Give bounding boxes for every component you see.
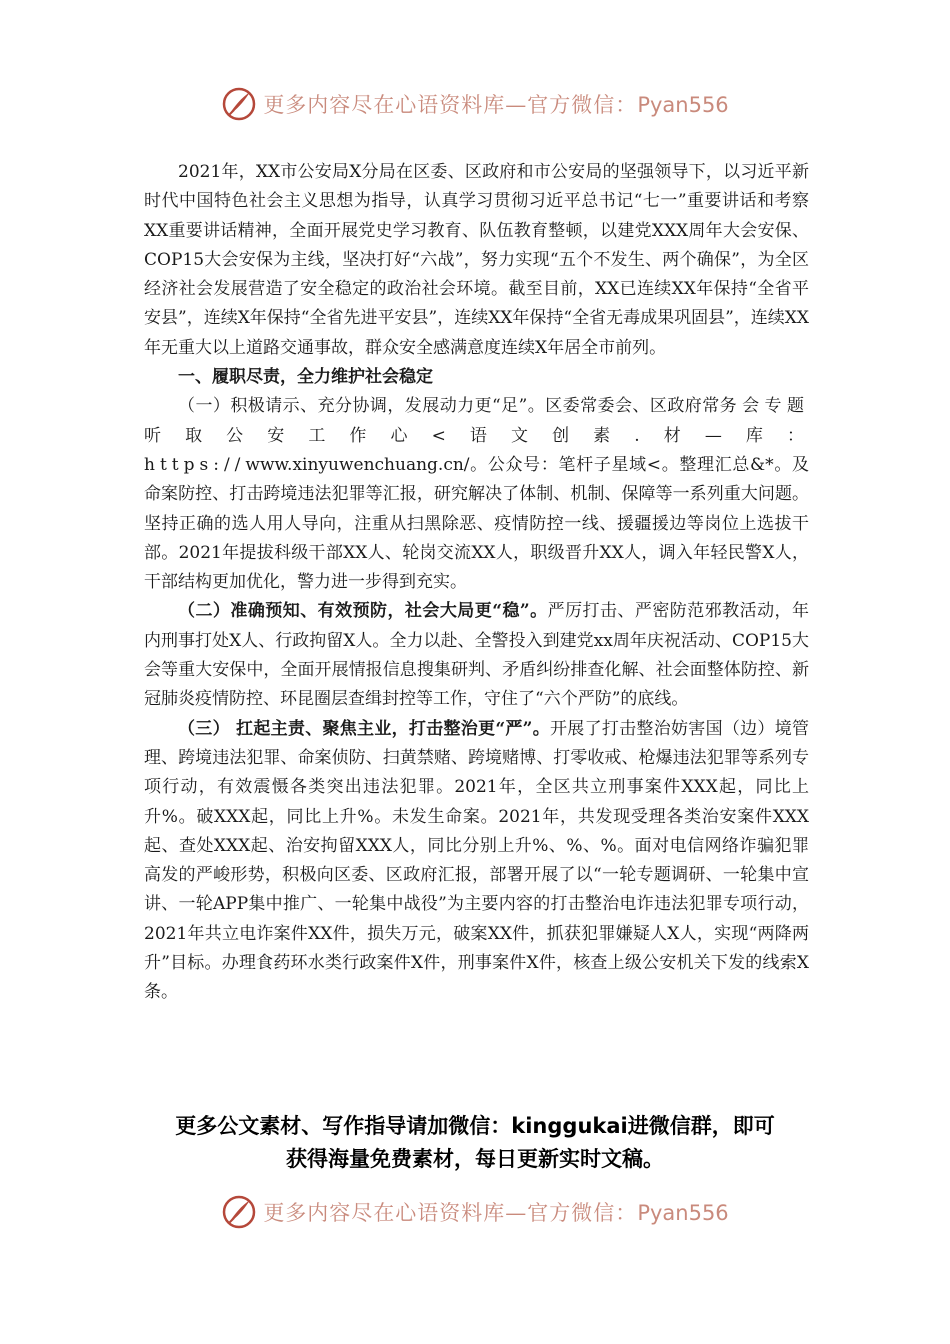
- quill-logo-icon: [221, 1194, 257, 1230]
- promo-line-1: 更多公文素材、写作指导请加微信：kinggukai进微信群，即可: [175, 1114, 775, 1138]
- section-heading: 一、履职尽责，全力维护社会稳定: [178, 367, 433, 388]
- promo-line-2: 获得海量免费素材，每日更新实时文稿。: [286, 1147, 664, 1171]
- header-banner: [0, 84, 950, 124]
- banner-text: 更多内容尽在心语资料库—官方微信：Pyan556: [263, 1201, 729, 1225]
- paragraph-2: （二）准确预知、有效预防，社会大局更“稳”。严厉打击、严密防范邪教活动，年内刑事打处X人、行政拘留X人。全力以赴、全警投入到建党xx周年庆祝活动、COP15大会等重大安保中，全面开展情报信息搜集研判、矛盾纠纷排查化解、社会面整体防控、新冠肺炎疫情防控、环昆圈层查缉封控等工作，守住了“六个严防”的底线。: [144, 601, 810, 710]
- quill-logo-icon: [221, 86, 257, 122]
- article-body: [144, 158, 809, 1008]
- banner-wechat-id: Pyan556: [637, 93, 729, 117]
- promo-note: [0, 1110, 950, 1176]
- banner-text: 更多内容尽在心语资料库—官方微信：Pyan556: [263, 93, 729, 117]
- banner-wechat-id: Pyan556: [637, 1201, 729, 1225]
- footer-banner: [0, 1192, 950, 1232]
- intro-paragraph: 2021年，XX市公安局X分局在区委、区政府和市公安局的坚强领导下，以习近平新时代中国特色社会主义思想为指导，认真学习贯彻习近平总书记“七一”重要讲话和考察XX重要讲话精神，全面开展党史学习教育、队伍教育整顿，以建党XXX周年大会安保、COP15大会安保为主线，坚决打好“六战”，努力实现“五个不发生、两个确保”，为全区经济社会发展营造了安全稳定的政治社会环境。截至目前，XX已连续XX年保持“全省平安县”，连续X年保持“全省先进平安县”，连续XX年保持“全省无毒成果巩固县”，连续XX年无重大以上道路交通事故，群众安全感满意度连续X年居全市前列。: [144, 162, 809, 358]
- paragraph-1: （一）积极请示、充分协调，发展动力更“足”。区委常委会、区政府常务会专题听取公安工作心<语文创素.材—库：https://www.xinyuwenchuang.cn/。公众号：笔杆子星域<。整理汇总&*。及命案防控、打击跨境违法犯罪等汇报，研究解决了体制、机制、保障等一系列重大问题。坚持正确的选人用人导向，注重从扫黑除恶、疫情防控一线、援疆援边等岗位上选拔干部。2021年提拔科级干部XX人、轮岗交流XX人，职级晋升XX人，调入年轻民警X人，干部结构更加优化，警力进一步得到充实。: [144, 396, 809, 593]
- paragraph-3: （三） 扛起主责、聚焦主业，打击整治更“严”。开展了打击整治妨害国（边）境管理、跨境违法犯罪、命案侦防、扫黄禁赌、跨境赌博、打零收戒、枪爆违法犯罪等系列专项行动，有效震慑各类突出违法犯罪。2021年，全区共立刑事案件XXX起，同比上升%。破XXX起，同比上升%。未发生命案。2021年，共发现受理各类治安案件XXX起、查处XXX起、治安拘留XXX人，同比分别上升%、%、%。面对电信网络诈骗犯罪高发的严峻形势，积极向区委、区政府汇报，部署开展了以“一轮专题调研、一轮集中宣讲、一轮APP集中推广、一轮集中战役”为主要内容的打击整治电诈违法犯罪专项行动，2021年共立电诈案件XX件，损失万元，破案XX件，抓获犯罪嫌疑人X人，实现“两降两升”目标。办理食药环水类行政案件X件，刑事案件X件，核查上级公安机关下发的线索X条。: [144, 718, 809, 1003]
